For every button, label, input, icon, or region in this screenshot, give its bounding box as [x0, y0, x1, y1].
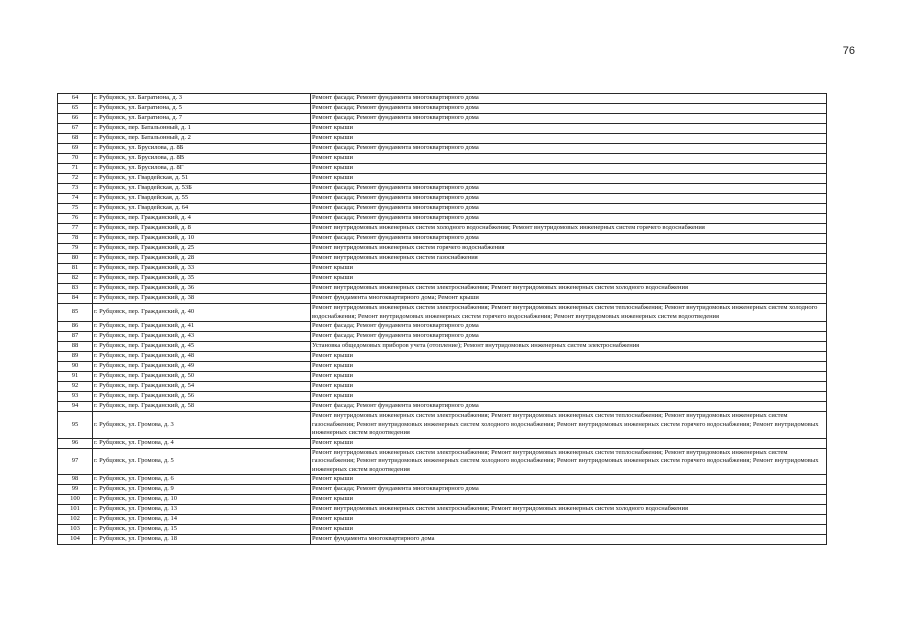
repair-works: Ремонт фундамента многоквартирного дома; Ремонт крыши	[311, 294, 827, 304]
row-number: 93	[58, 392, 93, 402]
table-row	[58, 154, 827, 164]
building-address: г. Рубцовск, пер. Батальонный, д. 1	[93, 124, 311, 134]
building-address: г. Рубцовск, пер. Гражданский, д. 36	[93, 284, 311, 294]
table-row	[58, 448, 827, 475]
row-number: 97	[58, 448, 93, 475]
repair-works: Ремонт крыши	[311, 515, 827, 525]
row-number: 72	[58, 174, 93, 184]
row-number: 92	[58, 382, 93, 392]
row-number: 96	[58, 438, 93, 448]
row-number: 81	[58, 264, 93, 274]
building-address: г. Рубцовск, пер. Гражданский, д. 41	[93, 322, 311, 332]
table-row	[58, 412, 827, 439]
building-address: г. Рубцовск, пер. Гражданский, д. 58	[93, 402, 311, 412]
repair-works: Ремонт фасада; Ремонт фундамента многоквартирного дома	[311, 94, 827, 104]
table-row	[58, 194, 827, 204]
row-number: 65	[58, 104, 93, 114]
building-address: г. Рубцовск, ул. Громова, д. 13	[93, 505, 311, 515]
building-address: г. Рубцовск, пер. Гражданский, д. 49	[93, 362, 311, 372]
row-number: 73	[58, 184, 93, 194]
table-row	[58, 352, 827, 362]
repair-works: Ремонт внутридомовых инженерных систем электроснабжения; Ремонт внутридомовых инженерных систем теплоснабжения; Ремонт внутридомовых инженерных систем газоснабжения; Ремонт внутридомовых инженерных систем холодного водоснабжения; Ремонт внутридомовых инженерных систем горячего водоснабжения; Ремонт внутридомовых инженерных систем водоотведения	[311, 448, 827, 475]
building-address: г. Рубцовск, пер. Гражданский, д. 43	[93, 332, 311, 342]
row-number: 98	[58, 475, 93, 485]
row-number: 69	[58, 144, 93, 154]
table-row	[58, 204, 827, 214]
building-address: г. Рубцовск, ул. Гвардейская, д. 53Б	[93, 184, 311, 194]
row-number: 85	[58, 304, 93, 322]
row-number: 88	[58, 342, 93, 352]
building-address: г. Рубцовск, пер. Батальонный, д. 2	[93, 134, 311, 144]
row-number: 94	[58, 402, 93, 412]
table-row	[58, 485, 827, 495]
building-address: г. Рубцовск, пер. Гражданский, д. 38	[93, 294, 311, 304]
building-address: г. Рубцовск, ул. Громова, д. 3	[93, 412, 311, 439]
table-row	[58, 184, 827, 194]
table-row	[58, 264, 827, 274]
row-number: 104	[58, 535, 93, 545]
table-row	[58, 174, 827, 184]
table-row	[58, 214, 827, 224]
building-address: г. Рубцовск, пер. Гражданский, д. 48	[93, 352, 311, 362]
building-address: г. Рубцовск, пер. Гражданский, д. 28	[93, 254, 311, 264]
row-number: 78	[58, 234, 93, 244]
table-row	[58, 104, 827, 114]
page-number: 76	[842, 45, 855, 57]
table-row	[58, 304, 827, 322]
repair-works: Ремонт внутридомовых инженерных систем газоснабжения	[311, 254, 827, 264]
repair-works: Ремонт крыши	[311, 362, 827, 372]
table-row	[58, 515, 827, 525]
building-address: г. Рубцовск, ул. Гвардейская, д. 55	[93, 194, 311, 204]
repair-works: Ремонт крыши	[311, 475, 827, 485]
repair-works: Ремонт внутридомовых инженерных систем электроснабжения; Ремонт внутридомовых инженерных систем холодного водоснабжения	[311, 505, 827, 515]
building-address: г. Рубцовск, ул. Брусилова, д. 8Б	[93, 144, 311, 154]
repair-works: Ремонт крыши	[311, 164, 827, 174]
building-address: г. Рубцовск, пер. Гражданский, д. 45	[93, 342, 311, 352]
table-row	[58, 495, 827, 505]
building-address: г. Рубцовск, пер. Гражданский, д. 33	[93, 264, 311, 274]
table-row	[58, 224, 827, 234]
row-number: 90	[58, 362, 93, 372]
table-row	[58, 134, 827, 144]
repair-works: Ремонт крыши	[311, 525, 827, 535]
table-row	[58, 505, 827, 515]
repair-works: Ремонт фасада; Ремонт фундамента многоквартирного дома	[311, 332, 827, 342]
table-row	[58, 244, 827, 254]
row-number: 99	[58, 485, 93, 495]
table-row	[58, 332, 827, 342]
repair-works: Ремонт внутридомовых инженерных систем электроснабжения; Ремонт внутридомовых инженерных систем теплоснабжения; Ремонт внутридомовых инженерных систем газоснабжения; Ремонт внутридомовых инженерных систем холодного водоснабжения; Ремонт внутридомовых инженерных систем горячего водоснабжения; Ремонт внутридомовых инженерных систем водоотведения	[311, 412, 827, 439]
building-address: г. Рубцовск, ул. Брусилова, д. 8Г	[93, 164, 311, 174]
repair-works: Ремонт фасада; Ремонт фундамента многоквартирного дома	[311, 322, 827, 332]
repair-works: Ремонт крыши	[311, 124, 827, 134]
repair-works: Установка общедомовых приборов учета (отопление); Ремонт внутридомовых инженерных систем электроснабжения	[311, 342, 827, 352]
row-number: 86	[58, 322, 93, 332]
building-address: г. Рубцовск, ул. Громова, д. 5	[93, 448, 311, 475]
building-address: г. Рубцовск, ул. Громова, д. 18	[93, 535, 311, 545]
row-number: 91	[58, 372, 93, 382]
building-address: г. Рубцовск, ул. Громова, д. 15	[93, 525, 311, 535]
repair-works: Ремонт крыши	[311, 438, 827, 448]
repair-works: Ремонт фасада; Ремонт фундамента многоквартирного дома	[311, 104, 827, 114]
row-number: 89	[58, 352, 93, 362]
table-row	[58, 254, 827, 264]
row-number: 74	[58, 194, 93, 204]
repair-works: Ремонт крыши	[311, 372, 827, 382]
building-address: г. Рубцовск, ул. Громова, д. 10	[93, 495, 311, 505]
row-number: 70	[58, 154, 93, 164]
building-address: г. Рубцовск, ул. Брусилова, д. 8В	[93, 154, 311, 164]
table-row	[58, 234, 827, 244]
table-row	[58, 144, 827, 154]
repair-works: Ремонт фундамента многоквартирного дома	[311, 535, 827, 545]
building-address: г. Рубцовск, ул. Громова, д. 14	[93, 515, 311, 525]
building-address: г. Рубцовск, пер. Гражданский, д. 25	[93, 244, 311, 254]
building-address: г. Рубцовск, пер. Гражданский, д. 4	[93, 214, 311, 224]
building-address: г. Рубцовск, пер. Гражданский, д. 35	[93, 274, 311, 284]
repair-works: Ремонт крыши	[311, 154, 827, 164]
row-number: 75	[58, 204, 93, 214]
repair-works: Ремонт внутридомовых инженерных систем горячего водоснабжения	[311, 244, 827, 254]
table-row	[58, 114, 827, 124]
row-number: 76	[58, 214, 93, 224]
table-row	[58, 274, 827, 284]
repair-works-table	[57, 93, 827, 545]
repair-works: Ремонт внутридомовых инженерных систем электроснабжения; Ремонт внутридомовых инженерных систем холодного водоснабжения	[311, 284, 827, 294]
table-row	[58, 382, 827, 392]
row-number: 82	[58, 274, 93, 284]
repair-works: Ремонт крыши	[311, 134, 827, 144]
repair-works: Ремонт крыши	[311, 495, 827, 505]
row-number: 66	[58, 114, 93, 124]
building-address: г. Рубцовск, пер. Гражданский, д. 8	[93, 224, 311, 234]
building-address: г. Рубцовск, пер. Гражданский, д. 56	[93, 392, 311, 402]
building-address: г. Рубцовск, ул. Громова, д. 4	[93, 438, 311, 448]
repair-works: Ремонт фасада; Ремонт фундамента многоквартирного дома	[311, 204, 827, 214]
repair-works: Ремонт фасада; Ремонт фундамента многоквартирного дома	[311, 184, 827, 194]
repair-works: Ремонт фасада; Ремонт фундамента многоквартирного дома	[311, 194, 827, 204]
repair-works: Ремонт крыши	[311, 174, 827, 184]
repair-works: Ремонт внутридомовых инженерных систем холодного водоснабжения; Ремонт внутридомовых инженерных систем горячего водоснабжения	[311, 224, 827, 234]
row-number: 79	[58, 244, 93, 254]
table-row	[58, 525, 827, 535]
table-row	[58, 362, 827, 372]
repair-works: Ремонт крыши	[311, 264, 827, 274]
table-row	[58, 402, 827, 412]
table-body	[58, 94, 827, 545]
building-address: г. Рубцовск, ул. Багратиона, д. 7	[93, 114, 311, 124]
repair-works: Ремонт фасада; Ремонт фундамента многоквартирного дома	[311, 234, 827, 244]
row-number: 103	[58, 525, 93, 535]
row-number: 80	[58, 254, 93, 264]
table-row	[58, 322, 827, 332]
repair-works: Ремонт фасада; Ремонт фундамента многоквартирного дома	[311, 402, 827, 412]
repair-works: Ремонт фасада; Ремонт фундамента многоквартирного дома	[311, 114, 827, 124]
row-number: 84	[58, 294, 93, 304]
row-number: 95	[58, 412, 93, 439]
building-address: г. Рубцовск, пер. Гражданский, д. 40	[93, 304, 311, 322]
table-row	[58, 475, 827, 485]
repair-works: Ремонт фасада; Ремонт фундамента многоквартирного дома	[311, 214, 827, 224]
repair-works: Ремонт крыши	[311, 352, 827, 362]
row-number: 68	[58, 134, 93, 144]
row-number: 83	[58, 284, 93, 294]
row-number: 100	[58, 495, 93, 505]
row-number: 77	[58, 224, 93, 234]
repair-works: Ремонт крыши	[311, 274, 827, 284]
row-number: 71	[58, 164, 93, 174]
repair-works: Ремонт крыши	[311, 382, 827, 392]
row-number: 102	[58, 515, 93, 525]
repair-works: Ремонт крыши	[311, 392, 827, 402]
row-number: 101	[58, 505, 93, 515]
repair-works: Ремонт фасада; Ремонт фундамента многоквартирного дома	[311, 144, 827, 154]
table-row	[58, 342, 827, 352]
table-row	[58, 535, 827, 545]
building-address: г. Рубцовск, ул. Гвардейская, д. 64	[93, 204, 311, 214]
row-number: 64	[58, 94, 93, 104]
repair-works: Ремонт внутридомовых инженерных систем электроснабжения; Ремонт внутридомовых инженерных систем теплоснабжения; Ремонт внутридомовых инженерных систем холодного водоснабжения; Ремонт внутридомовых инженерных систем горячего водоснабжения; Ремонт внутридомовых инженерных систем водоотведения	[311, 304, 827, 322]
table-row	[58, 284, 827, 294]
table-row	[58, 164, 827, 174]
row-number: 67	[58, 124, 93, 134]
table-row	[58, 94, 827, 104]
table-row	[58, 392, 827, 402]
building-address: г. Рубцовск, ул. Багратиона, д. 3	[93, 94, 311, 104]
building-address: г. Рубцовск, ул. Громова, д. 6	[93, 475, 311, 485]
building-address: г. Рубцовск, ул. Багратиона, д. 5	[93, 104, 311, 114]
building-address: г. Рубцовск, ул. Громова, д. 9	[93, 485, 311, 495]
building-address: г. Рубцовск, пер. Гражданский, д. 10	[93, 234, 311, 244]
repair-works: Ремонт фасада; Ремонт фундамента многоквартирного дома	[311, 485, 827, 495]
building-address: г. Рубцовск, пер. Гражданский, д. 50	[93, 372, 311, 382]
table-row	[58, 438, 827, 448]
row-number: 87	[58, 332, 93, 342]
building-address: г. Рубцовск, ул. Гвардейская, д. 51	[93, 174, 311, 184]
table-row	[58, 124, 827, 134]
building-address: г. Рубцовск, пер. Гражданский, д. 54	[93, 382, 311, 392]
table-row	[58, 372, 827, 382]
table-row	[58, 294, 827, 304]
